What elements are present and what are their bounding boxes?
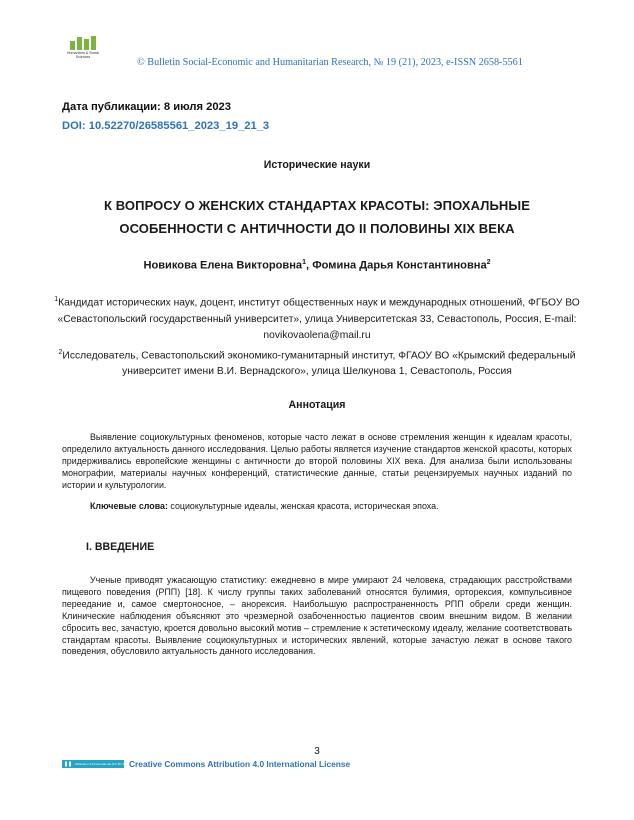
affiliation-2 [50, 345, 584, 381]
page-number: 3 [314, 746, 320, 757]
author-2: Фомина Дарья Константиновна [312, 259, 487, 272]
affiliations [50, 292, 584, 381]
title-line-1: К ВОПРОСУ О ЖЕНСКИХ СТАНДАРТАХ КРАСОТЫ: ЭПОХАЛЬНЫЕ [104, 198, 530, 213]
author-separator: , [306, 259, 313, 272]
intro-heading: I. ВВЕДЕНИЕ [86, 541, 155, 553]
affiliation-2-sup: 2 [58, 348, 63, 356]
section-heading: Исторические науки [263, 159, 371, 171]
cc-icon [65, 761, 67, 767]
journal-logo [62, 36, 104, 66]
affiliation-1 [50, 292, 584, 345]
abstract-text: Выявление социокультурных феноменов, которые часто лежат в основе стремления женщин к идеалам красоты, определило актуальность данного исследования. Целью работы является изучение стандартов женской красоты, которых придерживались европейские женщины с античности до второй половины XIX века. Для анализа были использованы монографии, материалы научных конференций, статистические данные, статьи рецензируемых научных изданий по истории и культурологии. [62, 432, 572, 490]
publication-date: Дата публикации: 8 июля 2023 [62, 101, 231, 113]
cc-by-badge[interactable] [62, 760, 128, 768]
article-title [62, 194, 572, 240]
affiliation-1-text: Кандидат исторических наук, доцент, институт общественных наук и международных отношений, ФГБОУ ВО «Севастопольский государственный университет», улица Университетская 33, Севастополь, Россия, E-mail: novikovaolena@mail.ru [57, 297, 580, 342]
journal-header: © Bulletin Social-Economic and Humanitarian Research, № 19 (21), 2023, e-ISSN 2658-5561 [137, 57, 523, 68]
doi-link[interactable]: DOI: 10.52270/26585561_2023_19_21_3 [62, 120, 270, 132]
cc-badge-text: Attribution 4.0 International (CC BY 4.0) [75, 762, 128, 766]
logo-text: Humanities & Social Sciences [66, 51, 100, 59]
by-icon [69, 761, 71, 767]
title-line-2: ОСОБЕННОСТИ С АНТИЧНОСТИ ДО II ПОЛОВИНЫ XIX ВЕКА [119, 221, 515, 236]
author-1-sup: 1 [302, 259, 307, 266]
authors [0, 259, 634, 272]
license-link[interactable]: Creative Commons Attribution 4.0 International License [129, 759, 351, 769]
affiliation-1-sup: 1 [54, 296, 59, 303]
author-2-sup: 2 [486, 259, 491, 266]
keywords [90, 501, 439, 511]
intro-text: Ученые приводят ужасающую статистику: ежедневно в мире умирают 24 человека, страдающих расстройствами пищевого поведения (РПП) [18]. К числу группы таких заболеваний относятся булимия, орторексия, компульсивное переедание и, самое смертоносное, – анорексия. Наибольшую распространенность РПП обрели среди женщин. Клинические наблюдения объясняют это чрезмерной озабоченностью пациентов своим внешним видом. В желании сбросить вес, зачастую, кроется довольно высокий мотив – стремление к эстетическому идеалу, желание соответствовать стандартам красоты. Выявление социокультурных и исторических явлений, которые зачастую лежат в основе такого поведения, обусловило актуальность данного исследования. [62, 575, 572, 657]
keywords-label: Ключевые слова: [90, 501, 168, 511]
affiliation-2-text: Исследователь, Севастопольский экономико-гуманитарный институт, ФГАОУ ВО «Крымский федеральный университет имени В.И. Вернадского», улица Шелкунова 1, Севастополь, Россия [62, 350, 576, 378]
author-1: Новикова Елена Викторовна [143, 259, 303, 272]
intro [62, 575, 572, 658]
abstract [62, 432, 572, 492]
keywords-text: социокультурные идеалы, женская красота, историческая эпоха. [167, 501, 439, 511]
logo-icon [62, 36, 104, 50]
abstract-heading: Аннотация [288, 399, 346, 411]
